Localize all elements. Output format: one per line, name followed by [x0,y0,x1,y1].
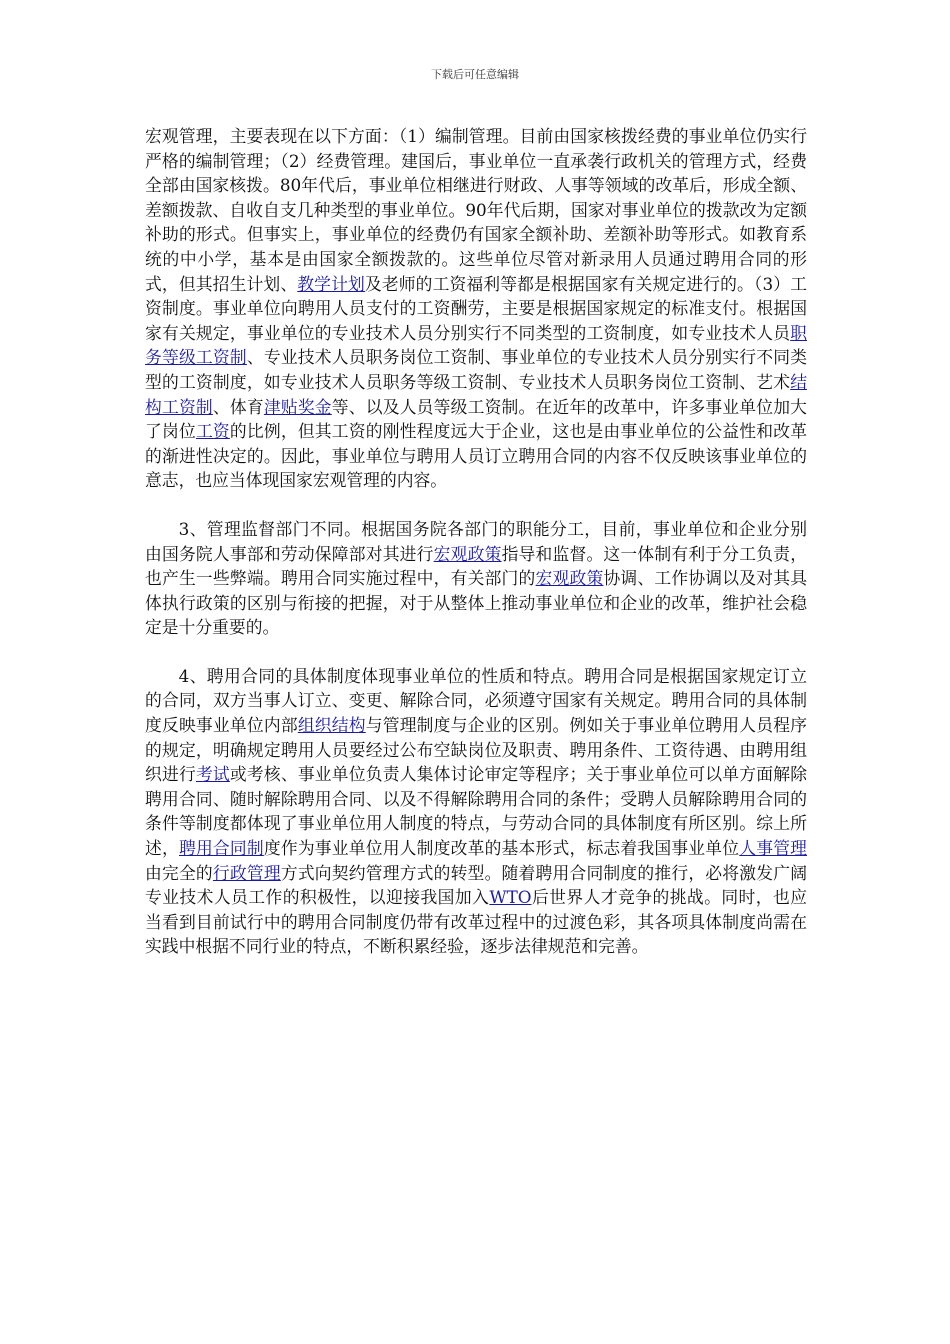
keyword-link[interactable]: 宏观政策 [433,543,502,564]
paragraph-text: 指导和监督。这一体制有利于分工负责，也产生一些弊端。聘用合同实施过程中，有关部门的 [145,543,807,589]
paragraph-text: 3、管理监督部门不同。根据国务院各部门的职能分工，目前，事业单位和企业分别由国务院人事部和劳动保障部对其进行 [145,518,807,564]
paragraph-2 [145,517,807,640]
keyword-link[interactable]: 人事管理 [739,838,807,859]
keyword-link[interactable]: 考试 [195,764,230,785]
keyword-link[interactable]: 教学计划 [297,273,365,294]
paragraph-text: 与管理制度与企业的区别。例如关于事业单位聘用人员程序的规定，明确规定聘用人员要经过公布空缺岗位及职责、聘用条件、工资待遇、由聘用组织进行 [145,715,807,785]
paragraph-text: 等、以及人员等级工资制。在近年的改革中，许多事业单位加大了岗位 [145,396,807,442]
paragraph-text: 由完全的 [145,862,213,883]
paragraph-text: 度作为事业单位用人制度改革的基本形式，标志着我国事业单位 [263,838,740,859]
paragraph-text: 方式向契约管理方式的转型。随着聘用合同制度的推行，必将激发广阔专业技术人员工作的积极性，以迎接我国加入 [145,862,807,908]
paragraph-text: 或考核、事业单位负责人集体讨论审定等程序；关于事业单位可以单方面解除聘用合同、随时解除聘用合同、以及不得解除聘用合同的条件；受聘人员解除聘用合同的条件等制度都体现了事业单位用人制度的特点，与劳动合同的具体制度有所区别。综上所述， [145,764,807,859]
paragraph-text: 协调、工作协调以及对其具体执行政策的区别与衔接的把握，对于从整体上推动事业单位和企业的改革，维护社会稳定是十分重要的。 [145,568,807,638]
keyword-link[interactable]: 结构工资制 [145,371,807,417]
paragraph-text: 4、聘用合同的具体制度体现事业单位的性质和特点。聘用合同是根据国家规定订立的合同，双方当事人订立、变更、解除合同，必须遵守国家有关规定。聘用合同的具体制度反映事业单位内部 [145,665,807,736]
keyword-link[interactable]: 聘用合同制 [178,838,264,859]
keyword-link[interactable]: 津贴奖金 [263,396,332,417]
paragraph-text: 后世界人才竞争的挑战。同时，也应当看到目前试行中的聘用合同制度仍带有改革过程中的过渡色彩，其各项具体制度尚需在实践中根据不同行业的特点，不断积累经验，逐步法律规范和完善。 [145,887,807,957]
page-header-note: 下载后可任意编辑 [431,68,519,81]
keyword-link[interactable]: 行政管理 [212,862,281,883]
keyword-link[interactable]: 工资 [195,421,230,442]
keyword-link[interactable]: WTO [489,887,532,908]
paragraph-text: 、专业技术人员职务岗位工资制、事业单位的专业技术人员分别实行不同类型的工资制度，如专业技术人员职务等级工资制、专业技术人员职务岗位工资制、艺术 [145,347,807,392]
paragraph-1 [145,124,807,493]
keyword-link[interactable]: 职务等级工资制 [145,322,807,368]
paragraph-text: 宏观管理，主要表现在以下方面：（1）编制管理。目前由国家核拨经费的事业单位仍实行严格的编制管理；（2）经费管理。建国后，事业单位一直承袭行政机关的管理方式，经费全部由国家核拨。80年代后，事业单位相继进行财政、人事等领域的改革后，形成全额、差额拨款、自收自支几种类型的事业单位。90年代后期，国家对事业单位的拨款改为定额补助的形式。但事实上，事业单位的经费仍有国家全额补助、差额补助等形式。如教育系统的中小学，基本是由国家全额拨款的。这些单位尽管对新录用人员通过聘用合同的形式，但其招生计划、 [145,126,807,294]
keyword-link[interactable]: 宏观政策 [535,568,604,589]
paragraph-text: 的比例，但其工资的刚性程度远大于企业，这也是由事业单位的公益性和改革的渐进性决定的。因此，事业单位与聘用人员订立聘用合同的内容不仅反映该事业单位的意志，也应当体现国家宏观管理的内容。 [145,421,807,491]
paragraph-text: 、体育 [212,396,264,417]
keyword-link[interactable]: 组织结构 [297,715,366,736]
paragraph-3 [145,664,807,959]
document-body [145,124,807,959]
paragraph-text: 及老师的工资福利等都是根据国家有关规定进行的。（3）工资制度。事业单位向聘用人员支付的工资酬劳，主要是根据国家规定的标准支付。根据国家有关规定，事业单位的专业技术人员分别实行不同类型的工资制度，如专业技术人员 [145,273,807,343]
